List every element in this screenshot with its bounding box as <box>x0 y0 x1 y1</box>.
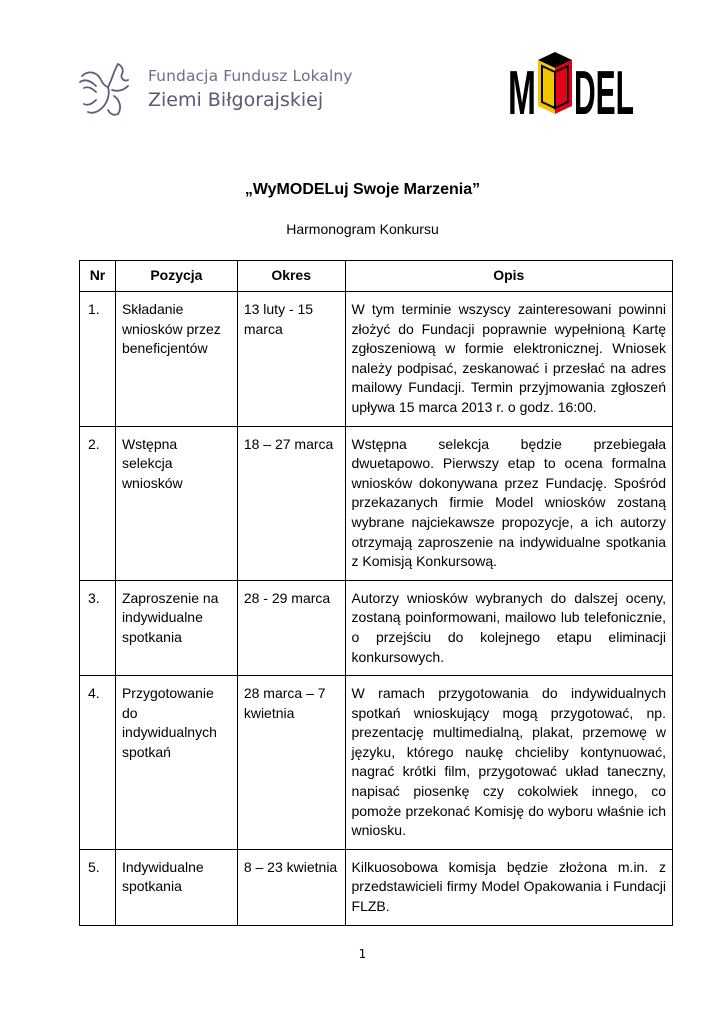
schedule-table <box>79 260 673 926</box>
row-number: 1. <box>80 292 116 427</box>
row-position: Wstępna selekcja wniosków <box>115 426 237 580</box>
row-position: Zaproszenie na indywidualne spotkania <box>115 580 237 675</box>
table-header-row <box>80 261 673 292</box>
row-number: 2. <box>80 426 116 580</box>
column-header-nr: Nr <box>80 261 116 292</box>
row-description: W tym terminie wszyscy zainteresowani powinni złożyć do Fundacji poprawnie wypełnioną Kartę zgłoszeniową w formie elektronicznej. Wniosek należy podpisać, zeskanować i przesłać na adres mailowy Fundacji. Termin przyjmowania zgłoszeń upływa 15 marca 2013 r. o godz. 16:00. <box>345 292 672 427</box>
row-period: 18 – 27 marca <box>237 426 345 580</box>
dove-logo-icon <box>78 60 142 118</box>
model-logo <box>508 52 634 128</box>
table-row <box>80 676 673 850</box>
row-period: 13 luty - 15 marca <box>237 292 345 427</box>
org-name-line2: Ziemi Biłgorajskiej <box>148 89 324 111</box>
table-row <box>80 849 673 925</box>
row-description: Wstępna selekcja będzie przebiegała dwuetapowo. Pierwszy etap to ocena formalna wniosków dokonywana przez Fundację. Spośród przekazanych firmie Model wniosków zostaną wybrane najciekawsze propozycje, a ich autorzy otrzymają zaproszenie na indywidualne spotkania z Komisją Konkursową. <box>345 426 672 580</box>
row-position: Składanie wniosków przez beneficjentów <box>115 292 237 427</box>
cube-icon <box>538 52 572 114</box>
table-row <box>80 292 673 427</box>
row-period: 28 marca – 7 kwietnia <box>237 676 345 850</box>
brand-letters-del: DEL <box>574 59 634 128</box>
org-name-line1: Fundacja Fundusz Lokalny <box>148 67 353 85</box>
row-description: W ramach przygotowania do indywidualnych spotkań wnioskujący mogą przygotować, np. prezentację multimedialną, plakat, przemowę w języku, którego naukę chcieliby kontynuować, nagrać krótki film, przygotować układ taneczny, napisać piosenkę czy cokolwiek innego, co pomoże przekonać Komisję do wyboru właśnie ich wniosku. <box>345 676 672 850</box>
row-description: Autorzy wniosków wybranych do dalszej oceny, zostaną poinformowani, mailowo lub telefonicznie, o przejściu do kolejnego etapu eliminacji konkursowych. <box>345 580 672 675</box>
row-number: 3. <box>80 580 116 675</box>
table-row <box>80 580 673 675</box>
column-header-opis: Opis <box>345 261 672 292</box>
column-header-pozycja: Pozycja <box>115 261 237 292</box>
row-number: 5. <box>80 849 116 925</box>
document-title: „WyMODELuj Swoje Marzenia” <box>244 181 481 198</box>
column-header-okres: Okres <box>237 261 345 292</box>
model-brand-mark <box>508 52 634 128</box>
table-row <box>80 426 673 580</box>
document-subtitle: Harmonogram Konkursu <box>286 221 439 237</box>
row-period: 28 - 29 marca <box>237 580 345 675</box>
fundacja-logo <box>78 60 353 120</box>
row-position: Przygotowanie do indywidualnych spotkań <box>115 676 237 850</box>
row-position: Indywidualne spotkania <box>115 849 237 925</box>
row-number: 4. <box>80 676 116 850</box>
row-description: Kilkuosobowa komisja będzie złożona m.in. z przedstawicieli firmy Model Opakowania i Fundacji FLZB. <box>345 849 672 925</box>
row-period: 8 – 23 kwietnia <box>237 849 345 925</box>
page-number: 1 <box>358 947 367 961</box>
brand-letter-m: M <box>508 59 536 128</box>
